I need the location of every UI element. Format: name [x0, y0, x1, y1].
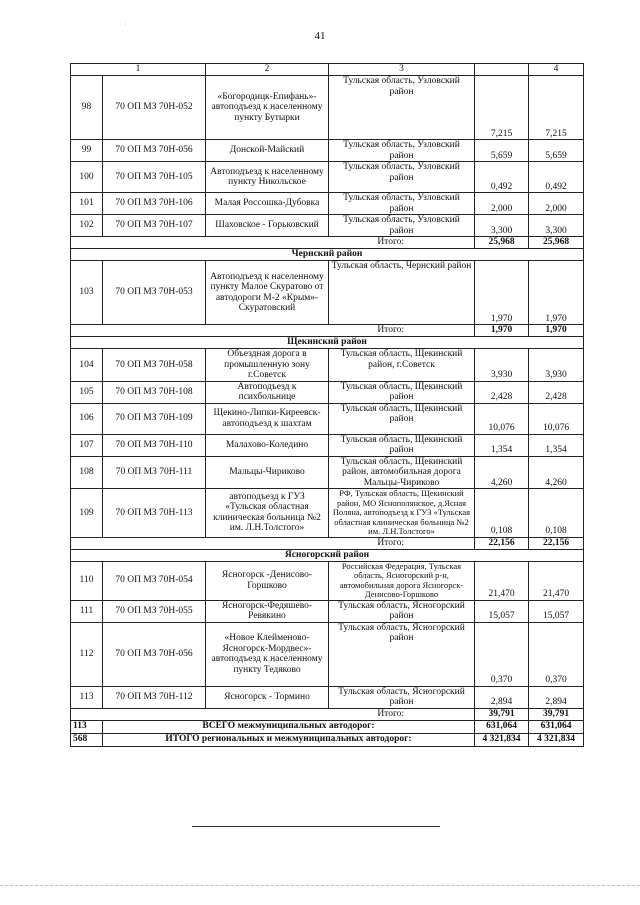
table-row: [71, 349, 584, 382]
road-code: 70 ОП МЗ 70Н-056: [103, 140, 206, 162]
subtotal-value: 25,968: [529, 237, 584, 249]
length-total: 4,260: [475, 456, 529, 489]
length-total: 0,108: [475, 489, 529, 538]
row-number: 104: [71, 349, 103, 382]
length-value: 10,076: [529, 403, 584, 434]
length-value: 3,930: [529, 349, 584, 382]
road-location: Тульская область, Щекинский район, г.Советск: [329, 349, 475, 382]
length-total: 15,057: [475, 600, 529, 622]
road-location: Тульская область, Ясногорский район: [329, 686, 475, 708]
road-location: Тульская область, Узловский район: [329, 140, 475, 162]
length-total: 2,894: [475, 686, 529, 708]
row-number: 108: [71, 456, 103, 489]
row-number: 105: [71, 381, 103, 403]
road-code: 70 ОП МЗ 70Н-105: [103, 162, 206, 193]
column-number: 2: [206, 64, 329, 76]
road-name: Малахово-Коледино: [206, 434, 329, 456]
road-code: 70 ОП МЗ 70Н-112: [103, 686, 206, 708]
subtotal-value: 39,791: [529, 708, 584, 720]
length-value: 0,492: [529, 162, 584, 193]
subtotal-total: 1,970: [475, 325, 529, 337]
road-location: Тульская область, Щекинский район: [329, 381, 475, 403]
table-row: [71, 456, 584, 489]
grand-total-row: [71, 720, 584, 733]
row-number: 102: [71, 215, 103, 237]
length-value: 0,108: [529, 489, 584, 538]
grand-total-total: 4 321,834: [475, 733, 529, 746]
road-code: 70 ОП МЗ 70Н-058: [103, 349, 206, 382]
length-value: 1,970: [529, 261, 584, 325]
row-number: 100: [71, 162, 103, 193]
road-code: 70 ОП МЗ 70Н-053: [103, 261, 206, 325]
subtotal-label: Итого:: [71, 325, 475, 337]
subtotal-row: [71, 325, 584, 337]
district-name: Ясногорский район: [71, 549, 584, 561]
road-name: автоподъезд к ГУЗ «Тульская областная клиническая больница №2 им. Л.Н.Толстого»: [206, 489, 329, 538]
scan-mark: ·: [124, 20, 127, 29]
length-total: 10,076: [475, 403, 529, 434]
length-value: 2,000: [529, 193, 584, 215]
road-code: 70 ОП МЗ 70Н-111: [103, 456, 206, 489]
district-name: Чернский район: [71, 249, 584, 261]
length-value: 2,428: [529, 381, 584, 403]
road-location: Тульская область, Узловский район: [329, 76, 475, 140]
subtotal-total: 22,156: [475, 537, 529, 549]
row-number: 98: [71, 76, 103, 140]
table-row: [71, 434, 584, 456]
grand-total-label: ИТОГО региональных и межмуниципальных автодорог:: [103, 733, 475, 746]
road-location: Тульская область, Щекинский район: [329, 403, 475, 434]
length-total: 21,470: [475, 561, 529, 600]
grand-total-value: 631,064: [529, 720, 584, 733]
road-code: 70 ОП МЗ 70Н-056: [103, 622, 206, 686]
road-name: Ясногорск-Федяшево-Ревякино: [206, 600, 329, 622]
road-name: Щекино-Липки-Киреевск-автоподъезд к шахтам: [206, 403, 329, 434]
district-header-row: [71, 549, 584, 561]
length-value: 1,354: [529, 434, 584, 456]
grand-total-value: 4 321,834: [529, 733, 584, 746]
subtotal-label: Итого:: [71, 237, 475, 249]
subtotal-total: 39,791: [475, 708, 529, 720]
length-value: 15,057: [529, 600, 584, 622]
table-row: [71, 403, 584, 434]
length-total: 3,930: [475, 349, 529, 382]
road-code: 70 ОП МЗ 70Н-055: [103, 600, 206, 622]
column-number: [475, 64, 529, 76]
road-name: Объездная дорога в промышленную зону г.Советск: [206, 349, 329, 382]
road-location: Тульская область, Чернский район: [329, 261, 475, 325]
page-number: 41: [314, 30, 326, 42]
bottom-cut-line: [0, 885, 640, 886]
length-value: 0,370: [529, 622, 584, 686]
roads-table: [70, 63, 584, 747]
length-value: 2,894: [529, 686, 584, 708]
column-number: 4: [529, 64, 584, 76]
road-name: Ясногорск -Денисово-Горшково: [206, 561, 329, 600]
length-value: 21,470: [529, 561, 584, 600]
length-value: 3,300: [529, 215, 584, 237]
grand-total-row: [71, 733, 584, 746]
road-name: Автоподъезд к населенному пункту Малое Скуратово от автодороги М-2 «Крым»-Скуратовский: [206, 261, 329, 325]
table-row: [71, 162, 584, 193]
road-location: Тульская область, Щекинский район: [329, 434, 475, 456]
row-number: 111: [71, 600, 103, 622]
length-total: 7,215: [475, 76, 529, 140]
road-code: 70 ОП МЗ 70Н-109: [103, 403, 206, 434]
subtotal-label: Итого:: [71, 537, 475, 549]
table-row: [71, 193, 584, 215]
length-value: 4,260: [529, 456, 584, 489]
road-name: «Новое Клейменово-Ясногорск-Мордвес»-автоподъезд к населенному пункту Тедяково: [206, 622, 329, 686]
subtotal-value: 22,156: [529, 537, 584, 549]
road-location: Тульская область, Ясногорский район: [329, 600, 475, 622]
table-row: [71, 600, 584, 622]
road-code: 70 ОП МЗ 70Н-110: [103, 434, 206, 456]
table-row: [71, 215, 584, 237]
row-number: 103: [71, 261, 103, 325]
length-total: 2,428: [475, 381, 529, 403]
table-row: [71, 140, 584, 162]
road-code: 70 ОП МЗ 70Н-052: [103, 76, 206, 140]
road-code: 70 ОП МЗ 70Н-054: [103, 561, 206, 600]
length-total: 3,300: [475, 215, 529, 237]
row-number: 101: [71, 193, 103, 215]
district-header-row: [71, 337, 584, 349]
subtotal-label: Итого:: [71, 708, 475, 720]
row-number: 110: [71, 561, 103, 600]
length-total: 2,000: [475, 193, 529, 215]
footer-rule: [192, 826, 440, 827]
road-code: 70 ОП МЗ 70Н-108: [103, 381, 206, 403]
length-total: 0,370: [475, 622, 529, 686]
road-location: Тульская область, Узловский район: [329, 193, 475, 215]
length-total: 1,354: [475, 434, 529, 456]
table-row: [71, 261, 584, 325]
length-total: 5,659: [475, 140, 529, 162]
column-number: 1: [71, 64, 206, 76]
subtotal-value: 1,970: [529, 325, 584, 337]
road-code: 70 ОП МЗ 70Н-107: [103, 215, 206, 237]
grand-total-count: 568: [71, 733, 103, 746]
length-value: 7,215: [529, 76, 584, 140]
road-name: Автоподъезд к населенному пункту Никольское: [206, 162, 329, 193]
length-value: 5,659: [529, 140, 584, 162]
subtotal-row: [71, 237, 584, 249]
row-number: 107: [71, 434, 103, 456]
row-number: 113: [71, 686, 103, 708]
road-location: Тульская область, Узловский район: [329, 162, 475, 193]
road-location: Российская Федерация, Тульская область, Ясногорский р-н, автомобильная дорога Ясногорск-Денисово-Горшково: [329, 561, 475, 600]
table-row: [71, 489, 584, 538]
road-location: Тульская область, Узловский район: [329, 215, 475, 237]
roads-table-body: [71, 64, 584, 747]
road-name: Шаховское - Горьковский: [206, 215, 329, 237]
length-total: 0,492: [475, 162, 529, 193]
row-number: 112: [71, 622, 103, 686]
district-name: Щекинский район: [71, 337, 584, 349]
road-name: Ясногорск - Тормино: [206, 686, 329, 708]
road-location: РФ, Тульская область, Щекинский район, МО Яснополянское, д.Ясная Поляна, автоподъезд к ГУЗ «Тульская областная клиническая больница №2 им. Л.Н.Толстого»: [329, 489, 475, 538]
table-row: [71, 686, 584, 708]
grand-total-label: ВСЕГО межмуниципальных автодорог:: [103, 720, 475, 733]
road-name: Автоподъезд к психбольнице: [206, 381, 329, 403]
road-location: Тульская область, Щекинский район, автомобильная дорога Мальцы-Чириково: [329, 456, 475, 489]
grand-total-count: 113: [71, 720, 103, 733]
district-header-row: [71, 249, 584, 261]
road-name: Малая Россошка-Дубовка: [206, 193, 329, 215]
table-row: [71, 381, 584, 403]
subtotal-row: [71, 537, 584, 549]
road-name: «Богородицк-Епифань»-автоподъезд к населенному пункту Бутырки: [206, 76, 329, 140]
column-number-row: [71, 64, 584, 76]
table-row: [71, 76, 584, 140]
road-code: 70 ОП МЗ 70Н-113: [103, 489, 206, 538]
road-name: Мальцы-Чириково: [206, 456, 329, 489]
row-number: 99: [71, 140, 103, 162]
table-row: [71, 622, 584, 686]
road-name: Донской-Майский: [206, 140, 329, 162]
road-location: Тульская область, Ясногорский район: [329, 622, 475, 686]
table-row: [71, 561, 584, 600]
road-code: 70 ОП МЗ 70Н-106: [103, 193, 206, 215]
subtotal-row: [71, 708, 584, 720]
column-number: 3: [329, 64, 475, 76]
subtotal-total: 25,968: [475, 237, 529, 249]
grand-total-total: 631,064: [475, 720, 529, 733]
length-total: 1,970: [475, 261, 529, 325]
row-number: 106: [71, 403, 103, 434]
row-number: 109: [71, 489, 103, 538]
